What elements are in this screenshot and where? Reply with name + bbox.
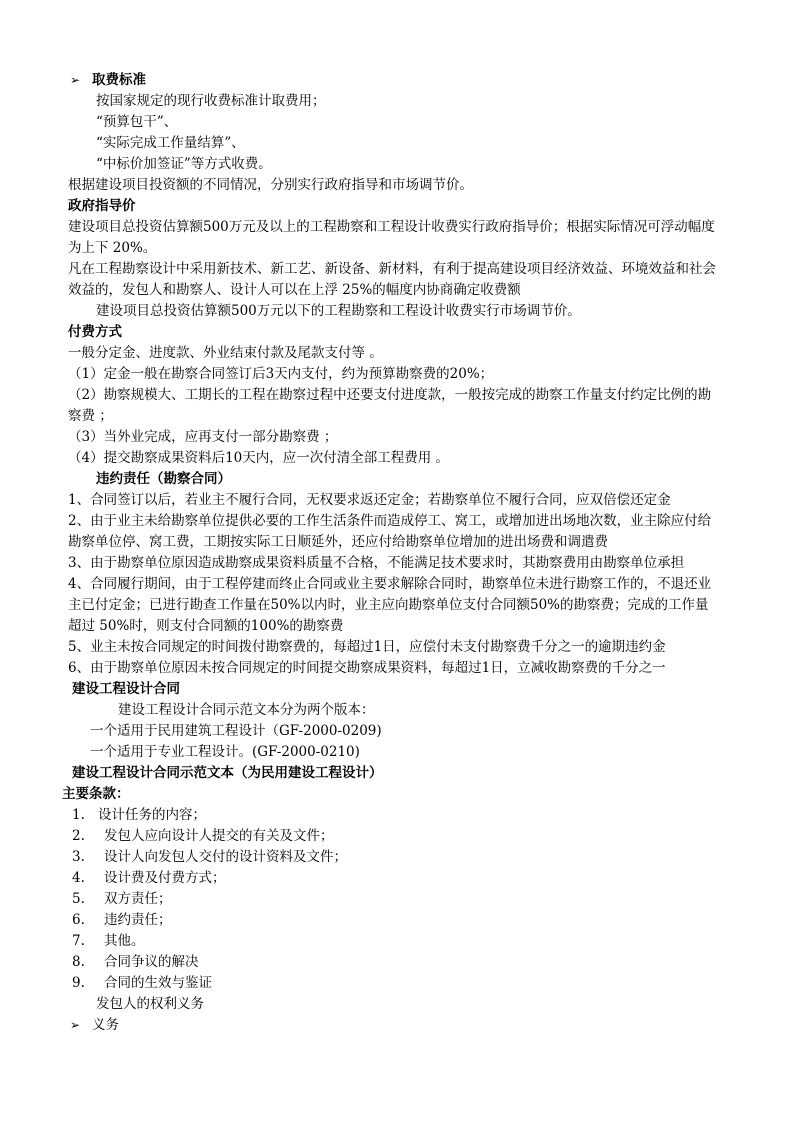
- breach-item: 主已付定金；已进行勘查工作量在50%以内时，业主应向勘察单位支付合同额50%的勘察费；完成的工作量: [68, 597, 709, 613]
- breach-heading: 违约责任（勘察合同）: [96, 471, 231, 487]
- payment-intro: 一般分定金、进度款、外业结束付款及尾款支付等 。: [68, 345, 383, 361]
- fee-standard-line: “中标价加签证”等方式收费。: [96, 156, 272, 172]
- breach-item: 1、合同签订以后，若业主不履行合同，无权要求返还定金；若勘察单位不履行合同，应双倍偿还定金: [68, 492, 671, 508]
- clause-item: 9. 合同的生效与鉴证: [72, 975, 212, 991]
- payment-heading: 付费方式: [68, 324, 122, 340]
- payment-item: （1）定金一般在勘察合同签订后3天内支付，约为预算勘察费的20%；: [68, 366, 494, 382]
- fee-standard-line: “预算包干”、: [96, 114, 178, 130]
- rights-obligations-line: 发包人的权利义务: [96, 996, 204, 1012]
- clause-item: 2. 发包人应向设计人提交的有关及文件；: [72, 828, 334, 844]
- clause-item: 3. 设计人向发包人交付的设计资料及文件；: [72, 849, 347, 865]
- arrow-bullet-icon: ➢: [70, 1018, 81, 1032]
- version-item: 一个适用于民用建筑工程设计（GF-2000-0209): [90, 723, 382, 739]
- innovation-paragraph: 凡在工程勘察设计中采用新技术、新工艺、新设备、新材料，有利于提高建设项目经济效益、环境效益和社会: [68, 261, 716, 277]
- payment-item: （2）勘察规模大、工期长的工程在勘察过程中还要支付进度款，一般按完成的勘察工作量支付约定比例的勘: [68, 387, 712, 403]
- version-item: 一个适用于专业工程设计。(GF-2000-0210): [90, 744, 360, 760]
- design-contract-heading: 建设工程设计合同: [72, 681, 180, 697]
- breach-item: 5、业主未按合同规定的时间拨付勘察费的，每超过1日，应偿付未支付勘察费千分之一的逾期违约金: [68, 639, 666, 655]
- arrow-bullet-icon: ➢: [70, 73, 81, 87]
- clause-item: 4. 设计费及付费方式；: [72, 870, 226, 886]
- breach-item: 4、合同履行期间，由于工程停建而终止合同或业主要求解除合同时，勘察单位未进行勘察工作的，不退还业: [68, 576, 712, 592]
- payment-item: （3）当外业完成，应再支付一部分勘察费 ；: [68, 429, 338, 445]
- breach-item: 2、由于业主未给勘察单位提供必要的工作生活条件而造成停工、窝工，或增加进出场地次数，业主除应付给: [68, 513, 712, 529]
- breach-item: 勘察单位停、窝工费，工期按实际工日顺延外，还应付给勘察单位增加的进出场费和调遣费: [68, 534, 608, 550]
- clause-item: 6. 违约责任；: [72, 912, 172, 928]
- payment-item: 察费 ；: [68, 408, 113, 424]
- civil-template-title: 建设工程设计合同示范文本（为民用建设工程设计）: [72, 765, 383, 781]
- fee-standard-line: “实际完成工作量结算”、: [96, 135, 245, 151]
- breach-item: 6、由于勘察单位原因未按合同规定的时间提交勘察成果资料，每超过1日，立减收勘察费的千分之一: [68, 660, 666, 676]
- gov-guide-paragraph: 为上下 20%。: [68, 240, 157, 256]
- gov-guide-paragraph: 建设项目总投资估算额500万元及以上的工程勘察和工程设计收费实行政府指导价；根据实际情况可浮动幅度: [68, 219, 715, 235]
- innovation-paragraph: 效益的，发包人和勘察人、设计人可以在上浮 25%的幅度内协商确定收费额: [68, 282, 521, 298]
- clause-item: 5. 双方责任；: [72, 891, 172, 907]
- gov-guide-heading: 政府指导价: [68, 198, 136, 214]
- clause-item: 8. 合同争议的解决: [72, 954, 199, 970]
- breach-item: 超过 50%时，则支付合同额的100%的勘察费: [68, 618, 344, 634]
- main-clauses-label: 主要条款：: [62, 786, 130, 802]
- fee-standard-heading: ➢ 取费标准: [70, 70, 146, 91]
- clause-item: 7. 其他。: [72, 933, 145, 949]
- payment-item: （4）提交勘察成果资料后10天内，应一次付清全部工程费用 。: [68, 450, 450, 466]
- breach-item: 3、由于勘察单位原因造成勘察成果资料质量不合格，不能满足技术要求时，其勘察费用由勘察单位承担: [68, 555, 685, 571]
- fee-standard-line: 按国家规定的现行收费标准计取费用；: [96, 93, 326, 109]
- versions-intro: 建设工程设计合同示范文本分为两个版本：: [118, 702, 375, 718]
- duty-heading: ➢ 义务: [70, 1015, 119, 1036]
- market-price-paragraph: 建设项目总投资估算额500万元以下的工程勘察和工程设计收费实行市场调节价。: [96, 303, 581, 319]
- clause-item: 1. 设计任务的内容；: [72, 807, 206, 823]
- basis-paragraph: 根据建设项目投资额的不同情况，分别实行政府指导和市场调节价。: [68, 177, 473, 193]
